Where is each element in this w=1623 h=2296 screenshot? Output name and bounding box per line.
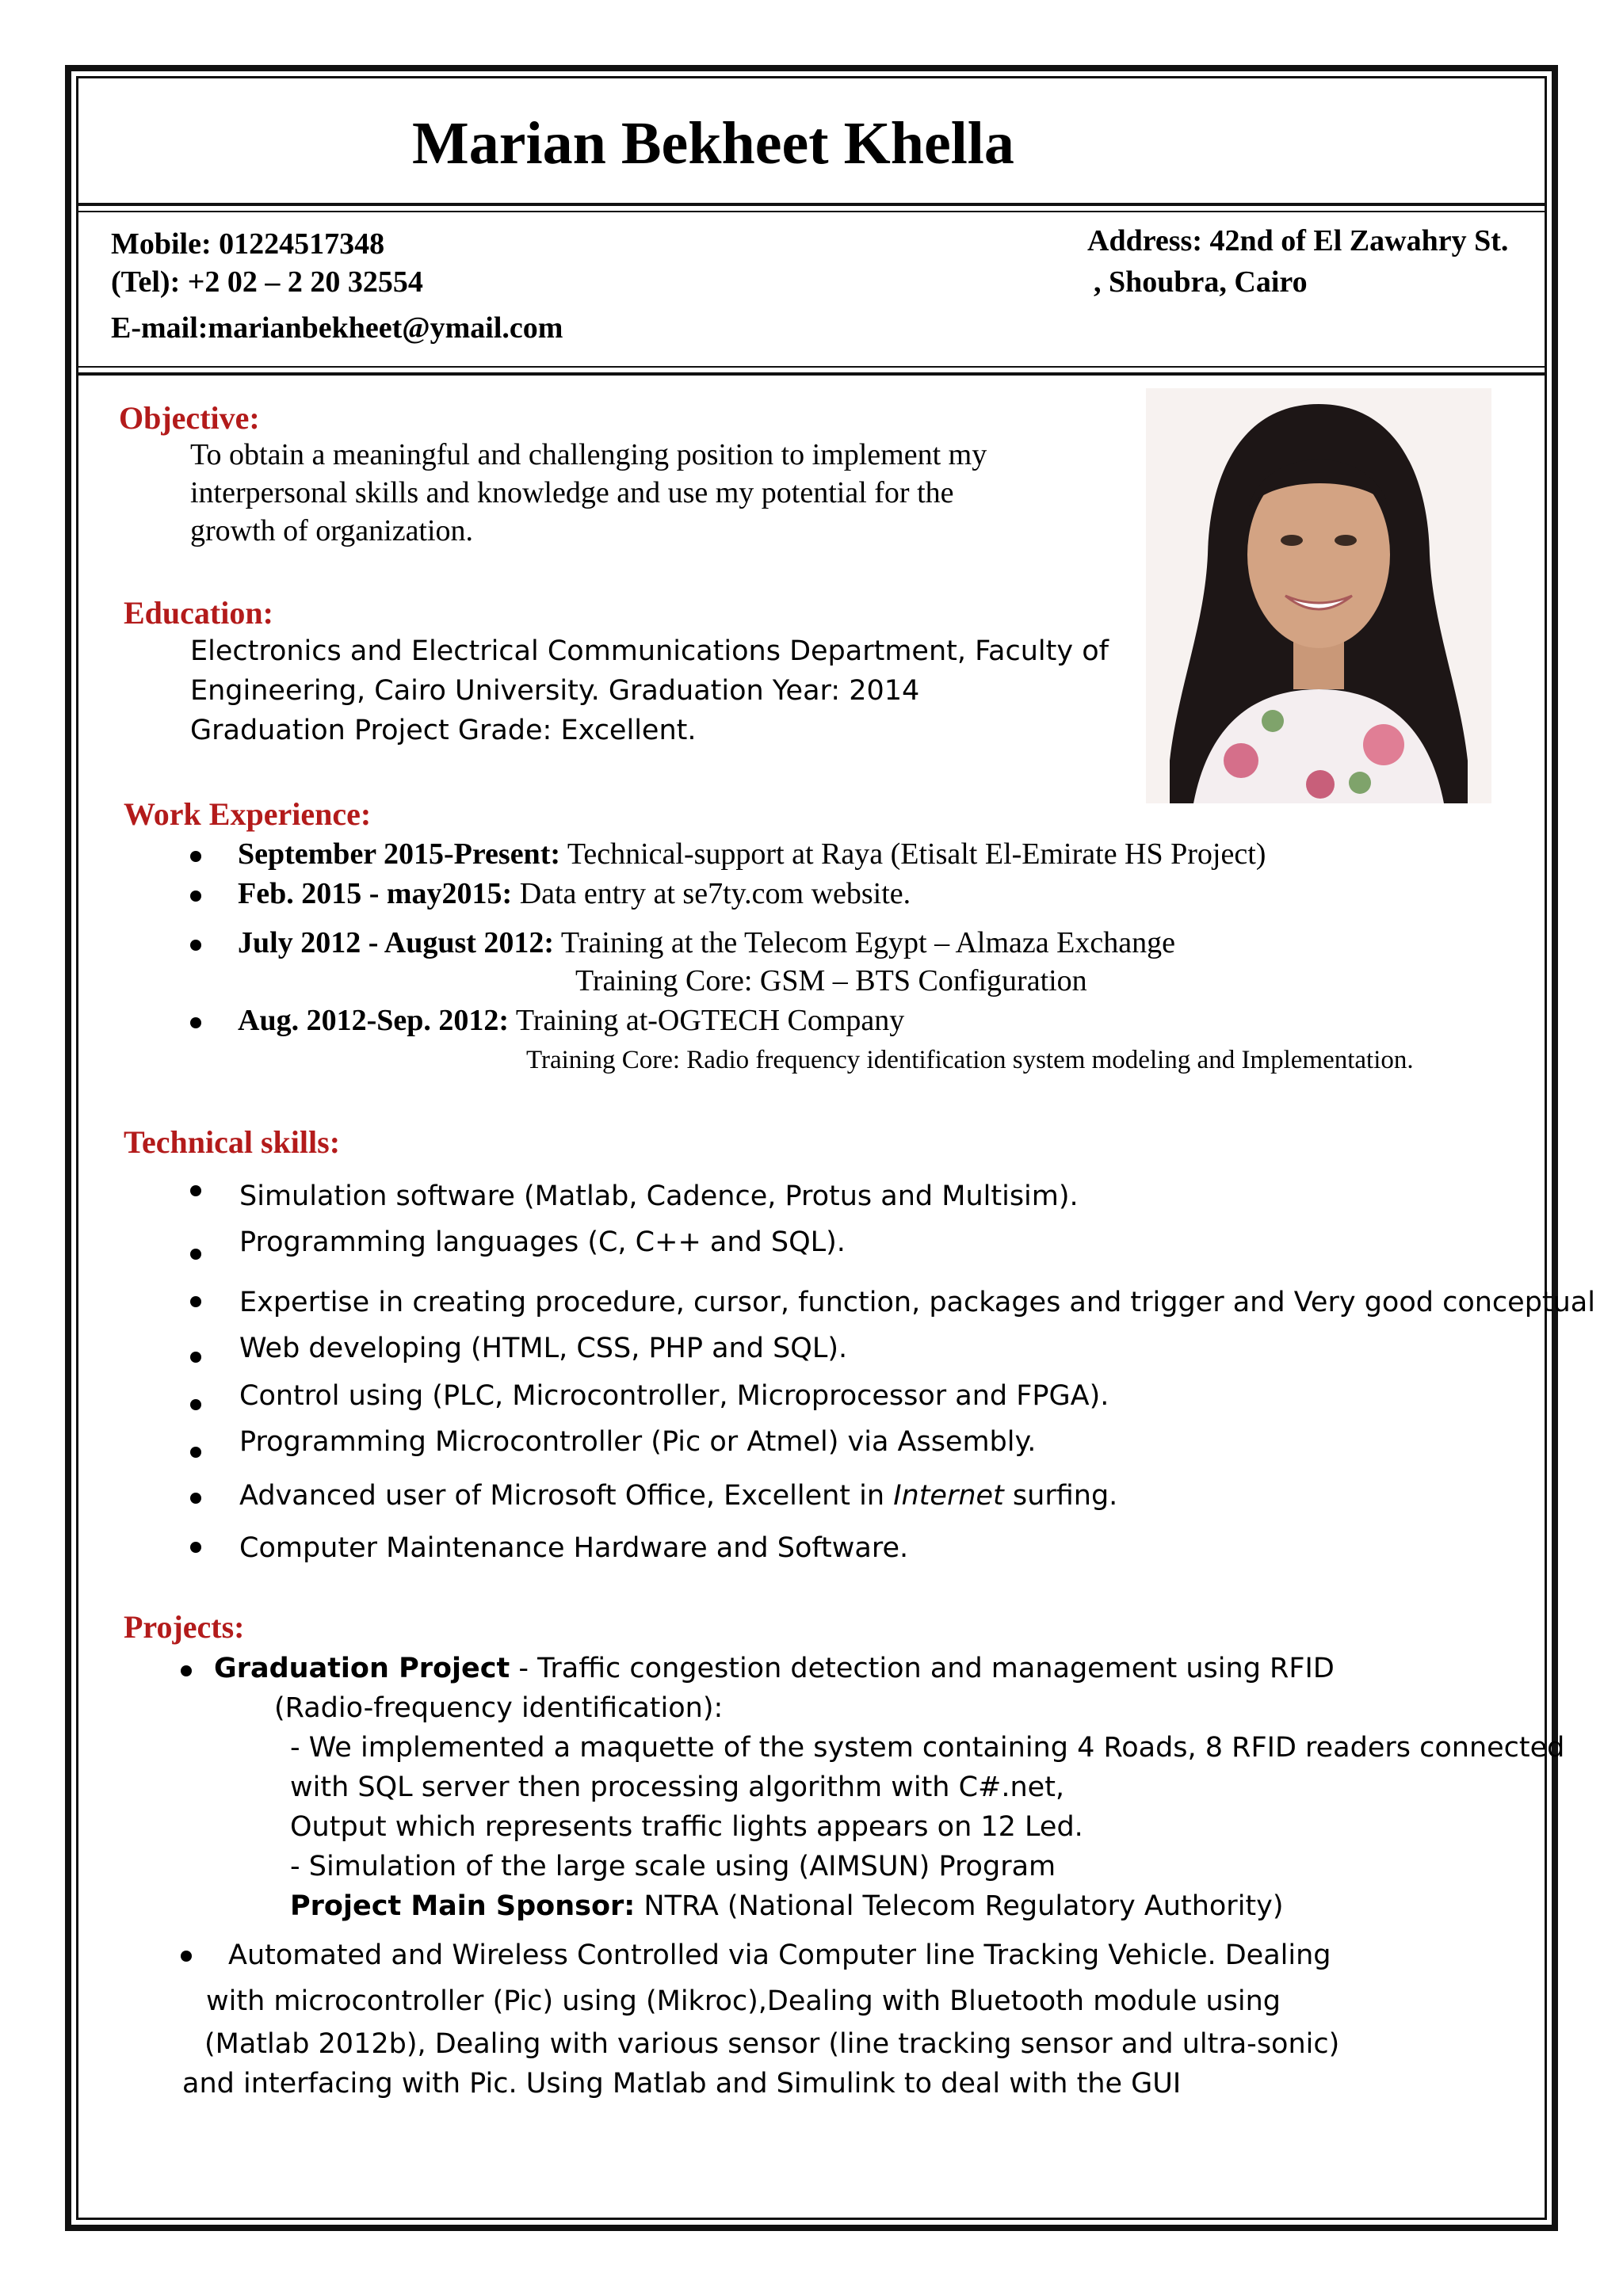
- skill-bullet: [190, 1296, 201, 1307]
- skill-bullet: [190, 1249, 201, 1260]
- candidate-name: Marian Bekheet Khella: [412, 110, 1014, 177]
- project-1-title-line: [214, 1653, 1335, 1684]
- skill-bullet: [190, 1399, 201, 1410]
- skill-item-2: Programming languages (C, C++ and SQL).: [239, 1226, 846, 1258]
- project-1-sponsor: [290, 1890, 1284, 1922]
- education-line-1: Electronics and Electrical Communications Department, Faculty of: [190, 635, 1109, 667]
- work-bullet: [190, 940, 201, 951]
- address-line-2: , Shoubra, Cairo: [1094, 265, 1308, 299]
- skill-item-3: Expertise in creating procedure, cursor, function, packages and trigger and Very good conceptual: [239, 1287, 1595, 1318]
- project-1-line-2: - We implemented a maquette of the system containing 4 Roads, 8 RFID readers connected: [290, 1732, 1565, 1764]
- project-2-line-4: and interfacing with Pic. Using Matlab and Simulink to deal with the GUI: [182, 2068, 1182, 2100]
- work-item-3: [238, 925, 1175, 960]
- header-rule-bottom-thick: [76, 372, 1547, 376]
- work-item-1-date: September 2015-Present:: [238, 837, 560, 871]
- project-2-line-2: with microcontroller (Pic) using (Mikroc),Dealing with Bluetooth module using: [206, 1985, 1281, 2017]
- work-item-1-text: Technical-support at Raya (Etisalt El-Emirate HS Project): [560, 837, 1266, 871]
- work-item-3-text: Training at the Telecom Egypt – Almaza Exchange: [554, 926, 1175, 959]
- skill-item-1: Simulation software (Matlab, Cadence, Protus and Multisim).: [239, 1180, 1079, 1212]
- education-line-3: Graduation Project Grade: Excellent.: [190, 715, 697, 746]
- project-1-title: Graduation Project: [214, 1653, 510, 1684]
- technical-skills-heading: Technical skills:: [124, 1124, 341, 1160]
- work-item-3-training-core: Training Core: GSM – BTS Configuration: [575, 964, 1087, 997]
- project-1-line-3: with SQL server then processing algorithm with C#.net,: [290, 1772, 1065, 1803]
- work-item-2-text: Data entry at se7ty.com website.: [512, 877, 911, 910]
- project-bullet: [181, 1665, 192, 1676]
- work-bullet: [190, 1017, 201, 1028]
- projects-heading: Projects:: [124, 1609, 245, 1645]
- objective-line-3: growth of organization.: [190, 514, 474, 547]
- project-bullet: [181, 1951, 192, 1962]
- work-bullet: [190, 851, 201, 862]
- objective-line-2: interpersonal skills and knowledge and use my potential for the: [190, 476, 954, 509]
- objective-heading: Objective:: [119, 400, 260, 436]
- telephone-number: (Tel): +2 02 – 2 20 32554: [111, 265, 423, 299]
- work-item-1: [238, 837, 1266, 871]
- project-1-sponsor-value: NTRA (National Telecom Regulatory Authority): [635, 1890, 1284, 1922]
- skill-item-8: Computer Maintenance Hardware and Software.: [239, 1532, 909, 1564]
- skill-item-7-text: Advanced user of Microsoft Office, Excellent in: [239, 1480, 894, 1512]
- work-item-4: [238, 1003, 904, 1038]
- header-rule-top-thin: [76, 211, 1547, 212]
- skill-item-7-italic: Internet: [893, 1480, 1004, 1512]
- skill-item-7: [239, 1480, 1117, 1512]
- work-item-3-date: July 2012 - August 2012:: [238, 926, 555, 959]
- work-item-4-text: Training at-OGTECH Company: [509, 1004, 905, 1037]
- portrait-illustration: [1146, 388, 1491, 803]
- work-item-2: [238, 876, 911, 911]
- project-2-line-1: Automated and Wireless Controlled via Computer line Tracking Vehicle. Dealing: [228, 1939, 1331, 1971]
- email-address: E-mail:marianbekheet@ymail.com: [111, 311, 563, 345]
- address-line-1: Address: 42nd of El Zawahry St.: [1087, 224, 1509, 257]
- skill-bullet: [190, 1185, 201, 1196]
- work-item-4-date: Aug. 2012-Sep. 2012:: [238, 1004, 510, 1037]
- education-heading: Education:: [124, 595, 273, 631]
- header-rule-bottom-thin: [76, 366, 1547, 368]
- skill-item-5: Control using (PLC, Microcontroller, Microprocessor and FPGA).: [239, 1380, 1109, 1412]
- objective-line-1: To obtain a meaningful and challenging position to implement my: [190, 438, 987, 471]
- project-1-sponsor-label: Project Main Sponsor:: [290, 1890, 636, 1922]
- profile-photo: [1146, 388, 1491, 803]
- work-bullet: [190, 891, 201, 902]
- skill-bullet: [190, 1542, 201, 1553]
- project-1-line-4: Output which represents traffic lights appears on 12 Led.: [290, 1811, 1083, 1843]
- skill-bullet: [190, 1493, 201, 1504]
- work-item-4-training-core: Training Core: Radio frequency identification system modeling and Implementation.: [526, 1046, 1414, 1074]
- project-2-line-3: (Matlab 2012b), Dealing with various sensor (line tracking sensor and ultra-sonic): [204, 2028, 1340, 2060]
- skill-bullet: [190, 1447, 201, 1458]
- education-line-2: Engineering, Cairo University. Graduation Year: 2014: [190, 675, 920, 707]
- mobile-number: Mobile: 01224517348: [111, 227, 385, 261]
- skill-item-7-end: surfing.: [1003, 1480, 1118, 1512]
- skill-item-6: Programming Microcontroller (Pic or Atmel) via Assembly.: [239, 1426, 1037, 1458]
- skill-item-4: Web developing (HTML, CSS, PHP and SQL).: [239, 1333, 848, 1364]
- project-1-summary: - Traffic congestion detection and management using RFID: [510, 1653, 1335, 1684]
- work-experience-heading: Work Experience:: [124, 796, 372, 832]
- work-item-2-date: Feb. 2015 - may2015:: [238, 877, 513, 910]
- header-rule-top-thick: [76, 203, 1547, 206]
- skill-bullet: [190, 1352, 201, 1363]
- project-1-line-1: (Radio-frequency identification):: [274, 1692, 724, 1724]
- project-1-line-5: - Simulation of the large scale using (AIMSUN) Program: [290, 1851, 1056, 1882]
